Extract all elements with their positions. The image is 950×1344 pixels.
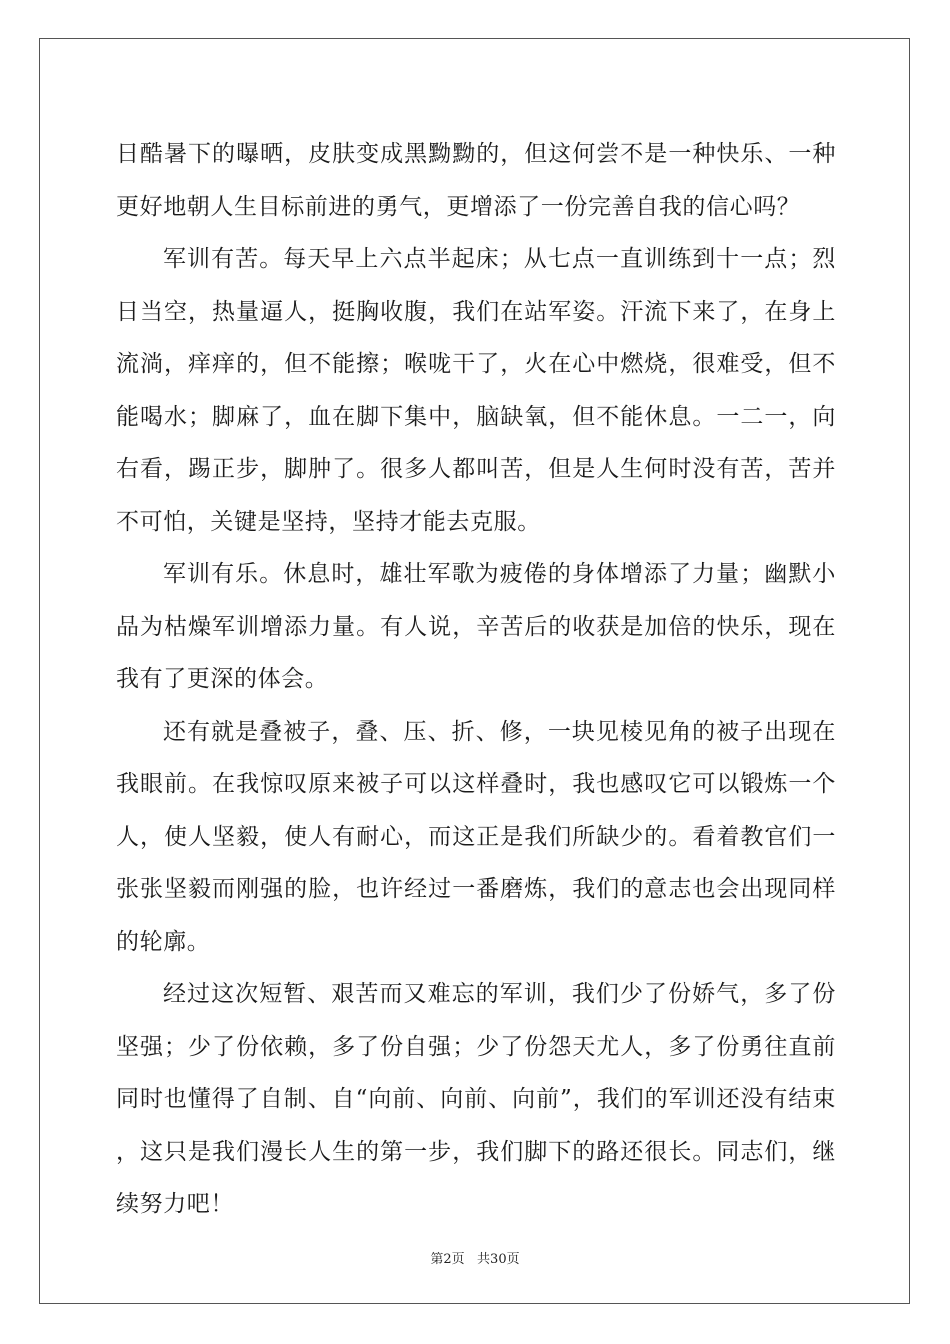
paragraph-4: 还有就是叠被子，叠、压、折、修，一块见棱见角的被子出现在我眼前。在我惊叹原来被子可以这样叠时，我也感叹它可以锻炼一个人，使人坚毅，使人有耐心，而这正是我们所缺少的。看着教官们一张张坚毅而刚强的脸，也许经过一番磨炼，我们的意志也会出现同样的轮廓。 [116, 718, 836, 955]
document-body [116, 128, 836, 1231]
paragraph-2: 军训有苦。每天早上六点半起床；从七点一直训练到十一点；烈日当空，热量逼人，挺胸收腹，我们在站军姿。汗流下来了，在身上流淌，痒痒的，但不能擦；喉咙干了，火在心中燃烧，很难受，但不能喝水；脚麻了，血在脚下集中，脑缺氧，但不能休息。一二一，向右看，踢正步，脚肿了。很多人都叫苦，但是人生何时没有苦，苦并不可怕，关键是坚持，坚持才能去克服。 [116, 246, 836, 535]
paragraph-1: 日酷暑下的曝晒，皮肤变成黑黝黝的，但这何尝不是一种快乐、一种更好地朝人生目标前进的勇气，更增添了一份完善自我的信心吗？ [116, 141, 836, 220]
paragraph-5: 经过这次短暂、艰苦而又难忘的军训，我们少了份娇气，多了份坚强；少了份依赖，多了份自强；少了份怨天尤人，多了份勇往直前同时也懂得了自制、自“向前、向前、向前”，我们的军训还没有结束，这只是我们漫长人生的第一步，我们脚下的路还很长。同志们，继续努力吧！ [116, 981, 836, 1217]
page-number-footer: 第2页 共30页 [430, 1252, 520, 1267]
paragraph-3: 军训有乐。休息时，雄壮军歌为疲倦的身体增添了力量；幽默小品为枯燥军训增添力量。有人说，辛苦后的收获是加倍的快乐，现在我有了更深的体会。 [116, 561, 836, 692]
